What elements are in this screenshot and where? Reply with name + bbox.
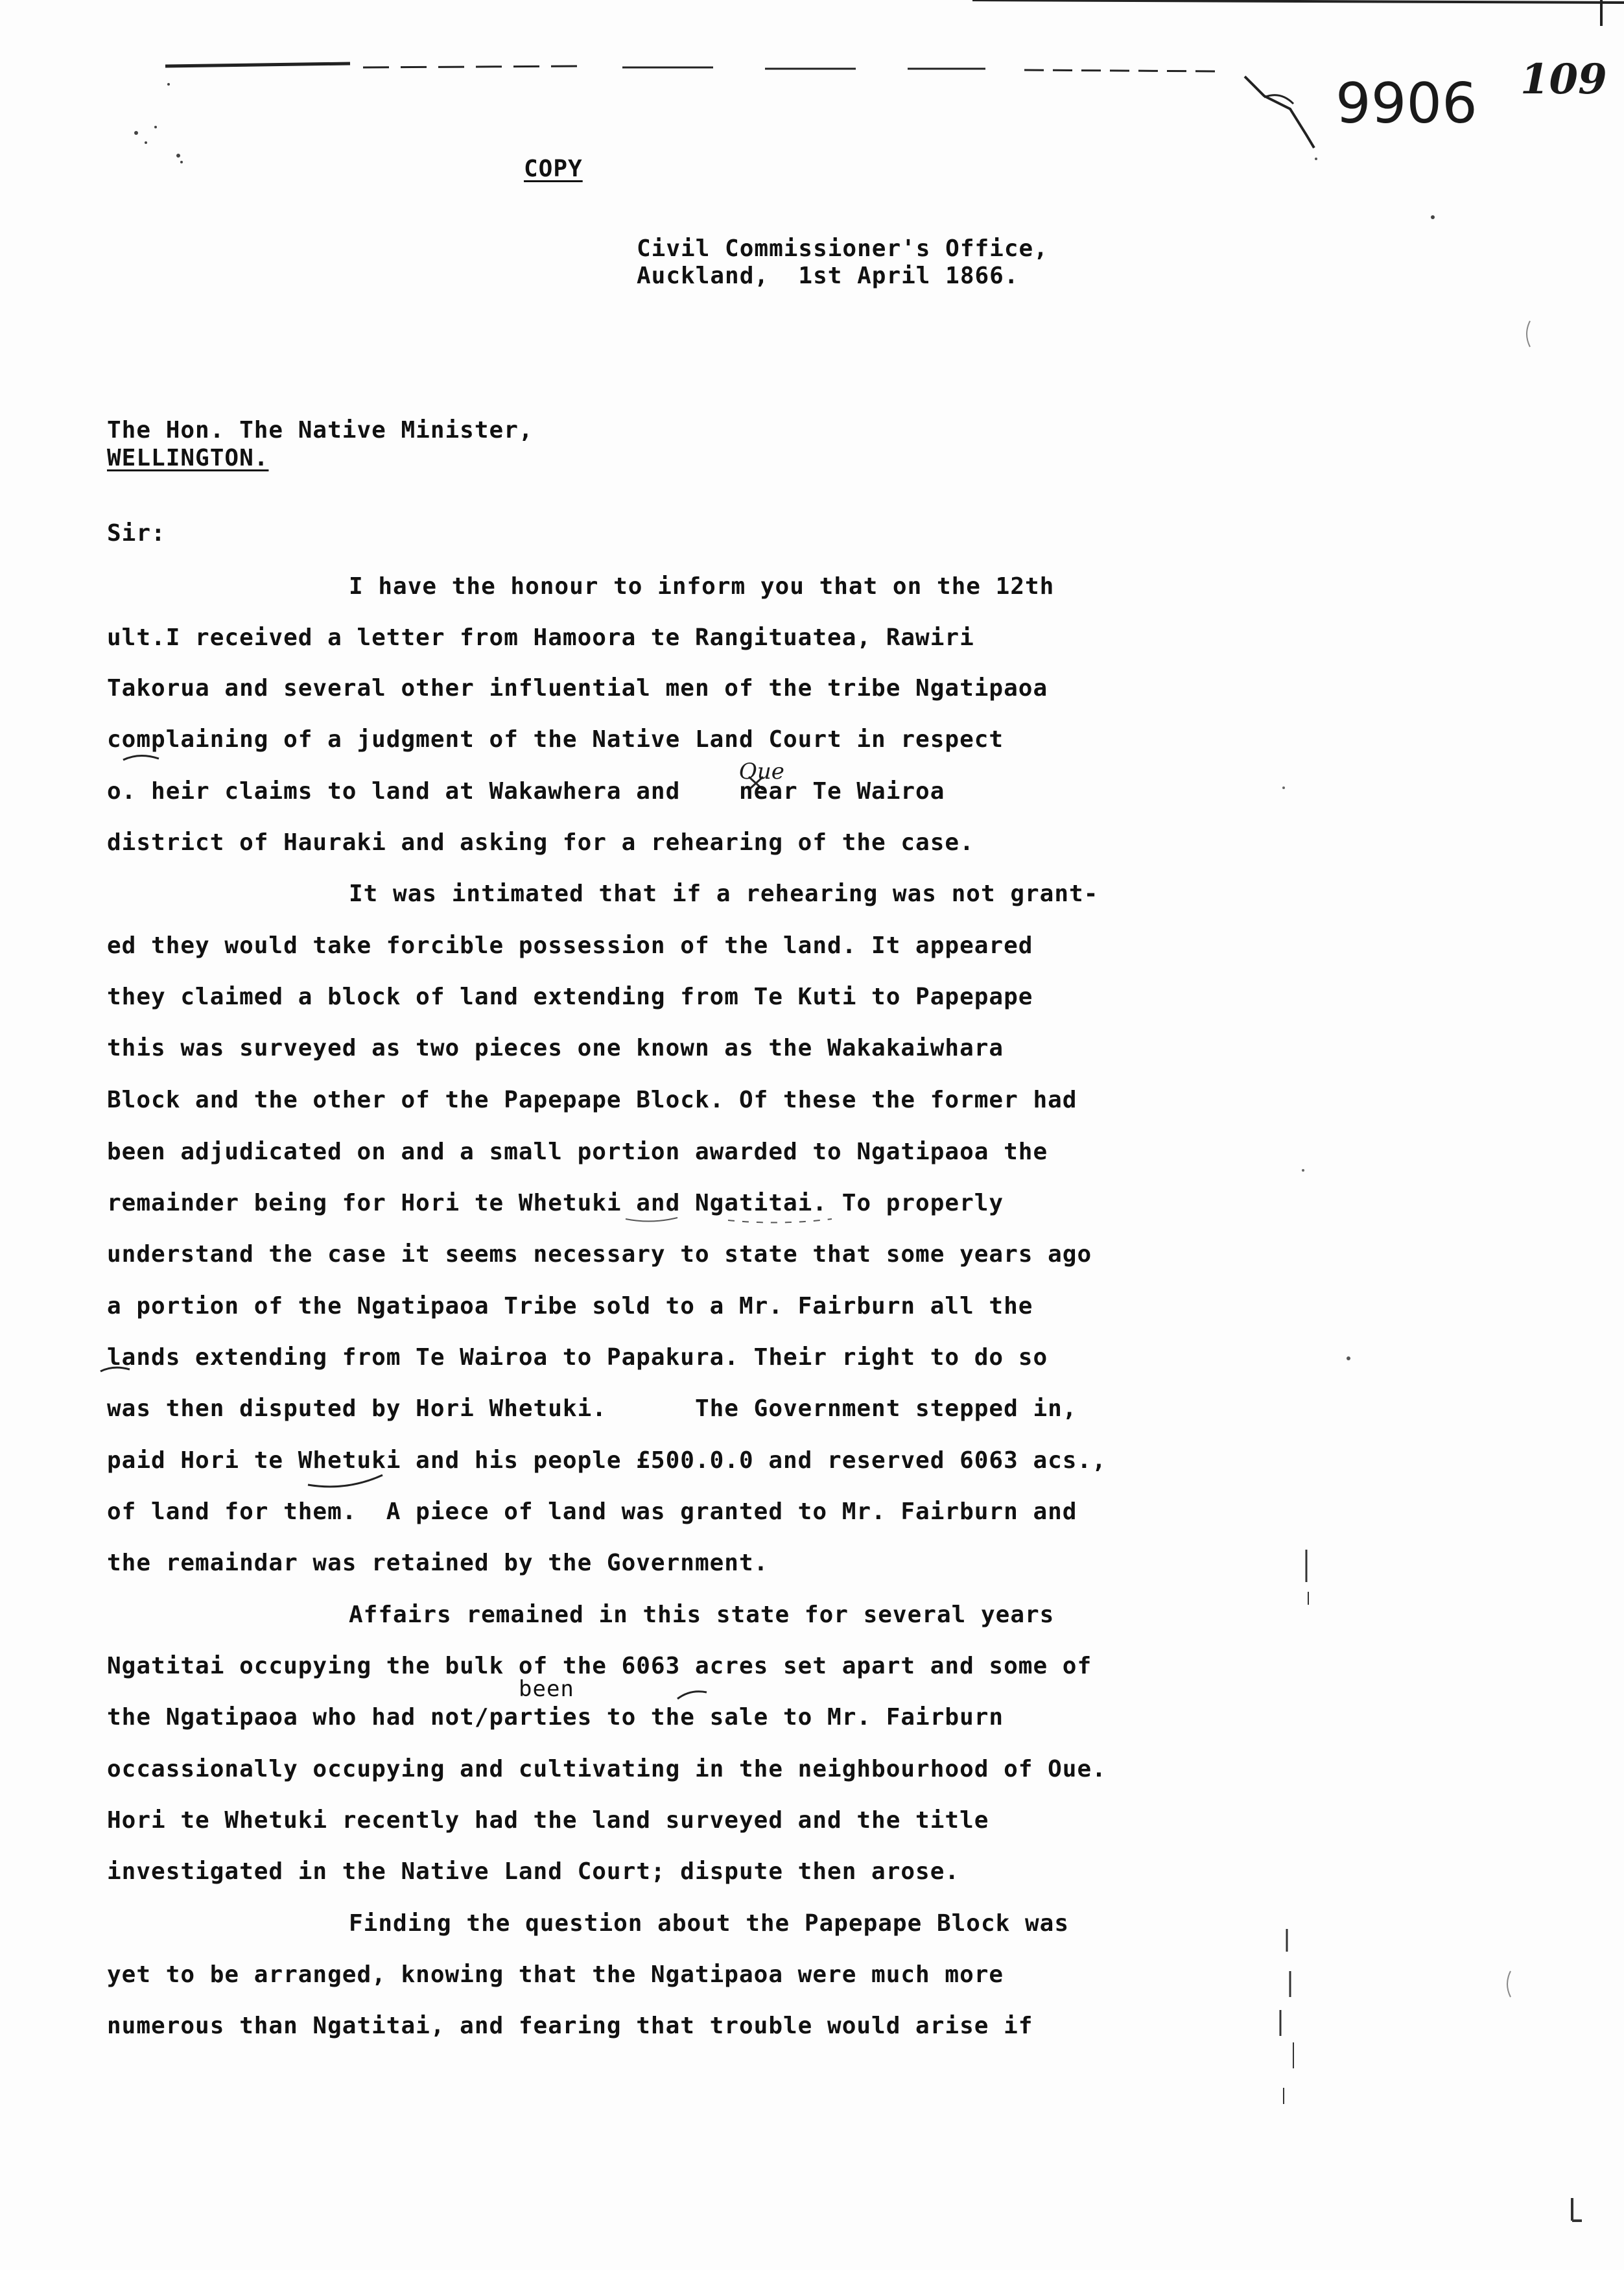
body-line: ult.I received a letter from Hamoora te Rangituatea, Rawiri [107,624,974,651]
body-line: district of Hauraki and asking for a rehearing of the case. [107,829,974,856]
body-line: been adjudicated on and a small portion awarded to Ngatipaoa the [107,1139,1048,1165]
body-line: lands extending from Te Wairoa to Papakura. Their right to do so [107,1344,1048,1371]
handwritten-reference-number: 9906 [1336,71,1477,136]
body-line: Ngatitai occupying the bulk of the 6063 acres set apart and some of [107,1653,1092,1679]
body-line: o. heir claims to land at Wakawhera and near Te Wairoa [107,778,945,805]
body-line: numerous than Ngatitai, and fearing that trouble would arise if [107,2013,1033,2039]
typed-insertion-been: been [519,1676,574,1702]
body-line: Finding the question about the Papepape Block was [349,1910,1070,1937]
addressee-line-2: WELLINGTON. [107,445,269,471]
body-line: remainder being for Hori te Whetuki and Ngatitai. To properly [107,1190,1004,1216]
body-line: investigated in the Native Land Court; dispute then arose. [107,1858,960,1885]
salutation: Sir: [107,520,166,547]
body-line: paid Hori te Whetuki and his people £500.0.0 and reserved 6063 acs., [107,1447,1107,1474]
body-line: Takorua and several other influential men of the tribe Ngatipaoa [107,675,1048,702]
body-line: complaining of a judgment of the Native Land Court in respect [107,726,1004,753]
handwritten-page-number: 109 [1520,55,1607,104]
body-line: Affairs remained in this state for several years [349,1602,1055,1628]
body-line: a portion of the Ngatipaoa Tribe sold to a Mr. Fairburn all the [107,1293,1033,1319]
body-line: this was surveyed as two pieces one known as the Wakakaiwhara [107,1035,1004,1061]
body-line: was then disputed by Hori Whetuki. The Government stepped in, [107,1395,1077,1422]
office-line-1: Civil Commissioner's Office, [637,235,1048,262]
body-line: Block and the other of the Papepape Block. Of these the former had [107,1087,1077,1113]
body-line: understand the case it seems necessary to state that some years ago [107,1241,1092,1268]
body-line: the Ngatipaoa who had not/parties to the sale to Mr. Fairburn [107,1704,1004,1731]
copy-label: COPY [524,156,583,182]
handwritten-insertion-oue: Oue [739,759,784,785]
body-line: the remaindar was retained by the Government. [107,1550,769,1576]
body-line: It was intimated that if a rehearing was not grant- [349,881,1099,907]
body-line: of land for them. A piece of land was granted to Mr. Fairburn and [107,1498,1077,1525]
office-line-2: Auckland, 1st April 1866. [637,263,1019,289]
body-line: they claimed a block of land extending from Te Kuti to Papepape [107,984,1033,1010]
body-line: yet to be arranged, knowing that the Ngatipaoa were much more [107,1961,1004,1988]
body-line: I have the honour to inform you that on the 12th [349,573,1055,600]
body-line: occassionally occupying and cultivating in the neighbourhood of Oue. [107,1756,1107,1782]
body-line: Hori te Whetuki recently had the land surveyed and the title [107,1807,989,1834]
addressee-line-1: The Hon. The Native Minister, [107,417,534,443]
body-line: ed they would take forcible possession of the land. It appeared [107,932,1033,959]
